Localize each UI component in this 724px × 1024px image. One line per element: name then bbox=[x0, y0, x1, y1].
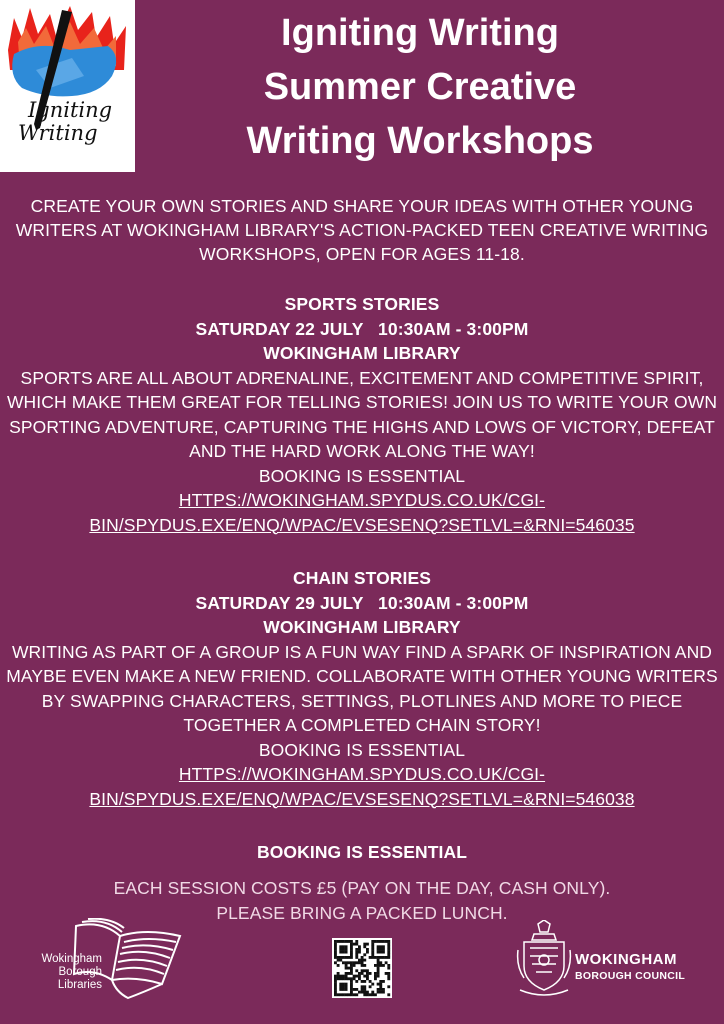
title-line2: Summer Creative bbox=[263, 66, 577, 108]
booking-essential-note bbox=[0, 840, 724, 865]
logo-text-line1: Igniting bbox=[28, 98, 113, 122]
libraries-text-line: Wokingham bbox=[41, 953, 102, 965]
open-book-icon bbox=[72, 918, 184, 1002]
intro-line: WORKSHOPS, OPEN FOR AGES 11-18. bbox=[199, 244, 525, 264]
event-venue: WOKINGHAM LIBRARY bbox=[263, 343, 461, 363]
booking-link-line[interactable]: BIN/SPYDUS.EXE/ENQ/WPAC/EVSESENQ?SETLVL=&RNI=546035 bbox=[89, 514, 635, 535]
event-booking-link[interactable] bbox=[0, 762, 724, 811]
event-date: SATURDAY 22 JULY 10:30AM - 3:00PM bbox=[195, 318, 529, 339]
event-booking-note: BOOKING IS ESSENTIAL bbox=[258, 465, 466, 486]
event-booking-link[interactable] bbox=[0, 488, 724, 537]
event-chain-stories bbox=[0, 566, 724, 811]
event-booking-note: BOOKING IS ESSENTIAL bbox=[258, 739, 466, 760]
booking-link-line[interactable]: HTTPS://WOKINGHAM.SPYDUS.CO.UK/CGI- bbox=[178, 764, 546, 784]
event-venue: WOKINGHAM LIBRARY bbox=[263, 617, 461, 637]
libraries-text-line: Libraries bbox=[57, 979, 102, 991]
event-heading: CHAIN STORIES bbox=[292, 568, 432, 588]
page-title bbox=[140, 6, 700, 168]
intro-paragraph bbox=[0, 194, 724, 266]
event-description-line: MAYBE EVEN MAKE A NEW FRIEND. COLLABORATE WITH OTHER YOUNG WRITERS bbox=[6, 666, 718, 686]
council-name-line2: BOROUGH COUNCIL bbox=[575, 970, 686, 982]
event-sports-stories bbox=[0, 292, 724, 537]
event-description-line: SPORTS ARE ALL ABOUT ADRENALINE, EXCITEMENT AND COMPETITIVE SPIRIT, bbox=[20, 367, 704, 388]
event-description-line: SPORTING ADVENTURE, CAPTURING THE HIGHS AND LOWS OF VICTORY, DEFEAT bbox=[9, 416, 715, 437]
event-description-line: AND THE HARD WORK ALONG THE WAY! bbox=[189, 441, 535, 461]
event-description-line: WRITING AS PART OF A GROUP IS A FUN WAY FIND A SPARK OF INSPIRATION AND bbox=[11, 641, 713, 662]
cost-line: EACH SESSION COSTS £5 (PAY ON THE DAY, CASH ONLY). bbox=[113, 878, 611, 898]
title-line3: Writing Workshops bbox=[246, 120, 594, 162]
event-description-line: TOGETHER A COMPLETED CHAIN STORY! bbox=[183, 715, 541, 735]
event-description-line: BY SWAPPING CHARACTERS, SETTINGS, PLOTLINES AND MORE TO PIECE bbox=[41, 690, 683, 711]
intro-line: CREATE YOUR OWN STORIES AND SHARE YOUR IDEAS WITH OTHER YOUNG bbox=[30, 196, 694, 216]
igniting-writing-logo bbox=[0, 0, 135, 172]
event-heading: SPORTS STORIES bbox=[284, 294, 440, 314]
logo-text-line2: Writing bbox=[18, 121, 98, 145]
cost-line: PLEASE BRING A PACKED LUNCH. bbox=[216, 902, 508, 923]
booking-link-line[interactable]: HTTPS://WOKINGHAM.SPYDUS.CO.UK/CGI- bbox=[178, 490, 546, 510]
event-date: SATURDAY 29 JULY 10:30AM - 3:00PM bbox=[195, 592, 529, 613]
libraries-text-line: Borough bbox=[58, 966, 102, 978]
wokingham-borough-council-text bbox=[575, 951, 685, 983]
title-line1: Igniting Writing bbox=[281, 12, 559, 54]
booking-link-line[interactable]: BIN/SPYDUS.EXE/ENQ/WPAC/EVSESENQ?SETLVL=&RNI=546038 bbox=[89, 788, 635, 809]
flaming-hand-icon bbox=[0, 0, 135, 172]
council-crest-icon bbox=[516, 920, 572, 1000]
booking-note-text: BOOKING IS ESSENTIAL bbox=[256, 842, 468, 862]
intro-line: WRITERS AT WOKINGHAM LIBRARY'S ACTION-PACKED TEEN CREATIVE WRITING bbox=[15, 220, 709, 240]
council-name-line1: WOKINGHAM bbox=[575, 951, 677, 968]
qr-code-icon bbox=[332, 938, 392, 998]
event-description-line: WHICH MAKE THEM GREAT FOR TELLING STORIES! JOIN US TO WRITE YOUR OWN bbox=[6, 392, 718, 412]
qr-code[interactable] bbox=[332, 938, 392, 998]
